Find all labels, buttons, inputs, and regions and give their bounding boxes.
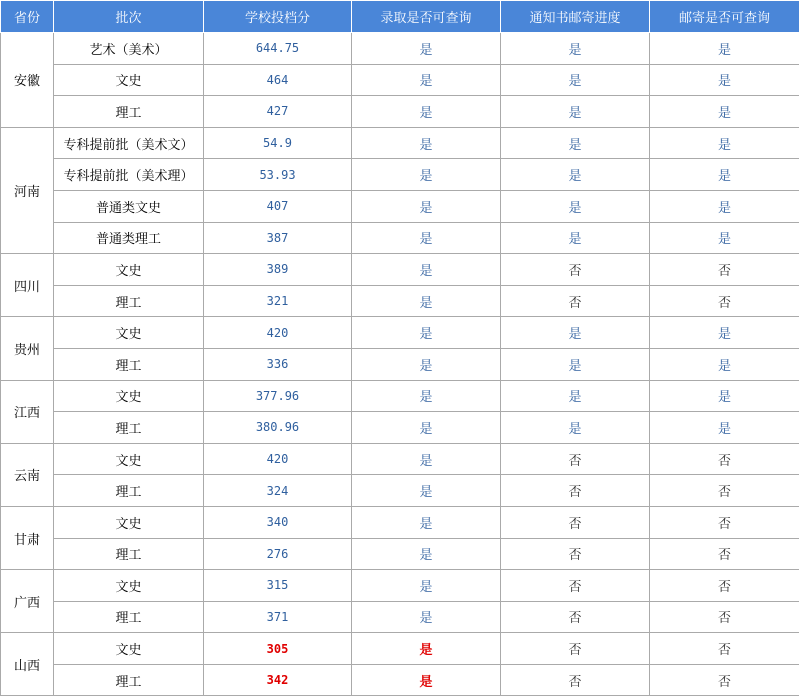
mail-query-cell: 是 [650,222,799,254]
score-cell: 336 [204,348,352,380]
batch-cell: 专科提前批（美术文） [54,127,204,159]
score-cell: 315 [204,570,352,602]
batch-cell: 文史 [54,380,204,412]
mail-query-cell: 否 [650,570,799,602]
mail-query-cell: 否 [650,664,799,696]
score-cell: 342 [204,664,352,696]
notice-progress-cell: 是 [501,33,650,65]
table-row [1,348,799,380]
mail-query-cell: 否 [650,506,799,538]
province-cell: 甘肃 [1,506,54,569]
batch-cell: 文史 [54,317,204,349]
score-cell: 305 [204,633,352,665]
notice-progress-cell: 是 [501,348,650,380]
batch-cell: 理工 [54,664,204,696]
admission-query-cell: 是 [352,443,501,475]
score-cell: 53.93 [204,159,352,191]
notice-progress-cell: 是 [501,96,650,128]
table-row [1,601,799,633]
admission-query-cell: 是 [352,159,501,191]
batch-cell: 理工 [54,601,204,633]
notice-progress-cell: 是 [501,127,650,159]
notice-progress-cell: 否 [501,254,650,286]
score-cell: 377.96 [204,380,352,412]
notice-progress-cell: 否 [501,506,650,538]
mail-query-cell: 是 [650,348,799,380]
header-admission-query: 录取是否可查询 [352,1,501,33]
table-row [1,506,799,538]
table-row [1,127,799,159]
score-cell: 276 [204,538,352,570]
notice-progress-cell: 否 [501,538,650,570]
score-cell: 420 [204,443,352,475]
score-cell: 371 [204,601,352,633]
notice-progress-cell: 否 [501,443,650,475]
admission-query-cell: 是 [352,254,501,286]
score-cell: 321 [204,285,352,317]
admission-query-cell: 是 [352,285,501,317]
mail-query-cell: 是 [650,412,799,444]
mail-query-cell: 否 [650,443,799,475]
mail-query-cell: 否 [650,254,799,286]
notice-progress-cell: 是 [501,159,650,191]
admission-query-cell: 是 [352,348,501,380]
table-row [1,475,799,507]
score-cell: 387 [204,222,352,254]
mail-query-cell: 是 [650,190,799,222]
admission-query-cell: 是 [352,33,501,65]
table-row [1,190,799,222]
mail-query-cell: 否 [650,633,799,665]
header-batch: 批次 [54,1,204,33]
header-province: 省份 [1,1,54,33]
batch-cell: 文史 [54,64,204,96]
notice-progress-cell: 否 [501,633,650,665]
table-row [1,538,799,570]
admission-query-cell: 是 [352,96,501,128]
header-mail-query: 邮寄是否可查询 [650,1,799,33]
table-row [1,285,799,317]
batch-cell: 普通类理工 [54,222,204,254]
admission-query-cell: 是 [352,538,501,570]
admission-query-cell: 是 [352,570,501,602]
mail-query-cell: 否 [650,285,799,317]
score-cell: 427 [204,96,352,128]
admission-query-cell: 是 [352,380,501,412]
notice-progress-cell: 否 [501,664,650,696]
batch-cell: 文史 [54,443,204,475]
province-cell: 云南 [1,443,54,506]
table-row [1,222,799,254]
mail-query-cell: 否 [650,601,799,633]
header-notice-progress: 通知书邮寄进度 [501,1,650,33]
province-cell: 江西 [1,380,54,443]
table-row [1,96,799,128]
province-cell: 广西 [1,570,54,633]
table-row [1,412,799,444]
batch-cell: 普通类文史 [54,190,204,222]
table-row [1,570,799,602]
notice-progress-cell: 是 [501,380,650,412]
province-cell: 四川 [1,254,54,317]
mail-query-cell: 是 [650,64,799,96]
batch-cell: 理工 [54,538,204,570]
batch-cell: 专科提前批（美术理） [54,159,204,191]
province-cell: 贵州 [1,317,54,380]
score-cell: 340 [204,506,352,538]
mail-query-cell: 是 [650,159,799,191]
notice-progress-cell: 是 [501,190,650,222]
batch-cell: 理工 [54,348,204,380]
score-cell: 54.9 [204,127,352,159]
admission-query-cell: 是 [352,506,501,538]
mail-query-cell: 是 [650,33,799,65]
batch-cell: 文史 [54,254,204,286]
score-cell: 324 [204,475,352,507]
score-cell: 389 [204,254,352,286]
table-row [1,664,799,696]
admission-query-cell: 是 [352,190,501,222]
batch-cell: 文史 [54,633,204,665]
table-body [1,33,799,696]
admission-query-cell: 是 [352,633,501,665]
score-cell: 380.96 [204,412,352,444]
mail-query-cell: 是 [650,317,799,349]
batch-cell: 文史 [54,570,204,602]
table-header-row [1,1,799,33]
province-cell: 河南 [1,127,54,253]
table-row [1,33,799,65]
score-cell: 464 [204,64,352,96]
score-cell: 644.75 [204,33,352,65]
mail-query-cell: 是 [650,380,799,412]
admission-query-cell: 是 [352,601,501,633]
batch-cell: 理工 [54,412,204,444]
admission-query-cell: 是 [352,127,501,159]
admission-query-cell: 是 [352,475,501,507]
mail-query-cell: 是 [650,96,799,128]
mail-query-cell: 否 [650,538,799,570]
table-row [1,633,799,665]
notice-progress-cell: 是 [501,222,650,254]
notice-progress-cell: 否 [501,285,650,317]
notice-progress-cell: 否 [501,570,650,602]
table-row [1,64,799,96]
notice-progress-cell: 否 [501,601,650,633]
table-row [1,254,799,286]
batch-cell: 文史 [54,506,204,538]
province-cell: 山西 [1,633,54,696]
admission-query-cell: 是 [352,664,501,696]
admission-query-cell: 是 [352,64,501,96]
mail-query-cell: 是 [650,127,799,159]
score-cell: 407 [204,190,352,222]
batch-cell: 理工 [54,96,204,128]
batch-cell: 艺术（美术） [54,33,204,65]
table-row [1,159,799,191]
notice-progress-cell: 否 [501,475,650,507]
batch-cell: 理工 [54,475,204,507]
notice-progress-cell: 是 [501,317,650,349]
mail-query-cell: 否 [650,475,799,507]
admission-query-cell: 是 [352,222,501,254]
batch-cell: 理工 [54,285,204,317]
table-row [1,380,799,412]
score-cell: 420 [204,317,352,349]
province-cell: 安徽 [1,33,54,128]
notice-progress-cell: 是 [501,64,650,96]
admission-query-cell: 是 [352,412,501,444]
header-score: 学校投档分 [204,1,352,33]
admission-query-cell: 是 [352,317,501,349]
table-row [1,317,799,349]
notice-progress-cell: 是 [501,412,650,444]
table-row [1,443,799,475]
